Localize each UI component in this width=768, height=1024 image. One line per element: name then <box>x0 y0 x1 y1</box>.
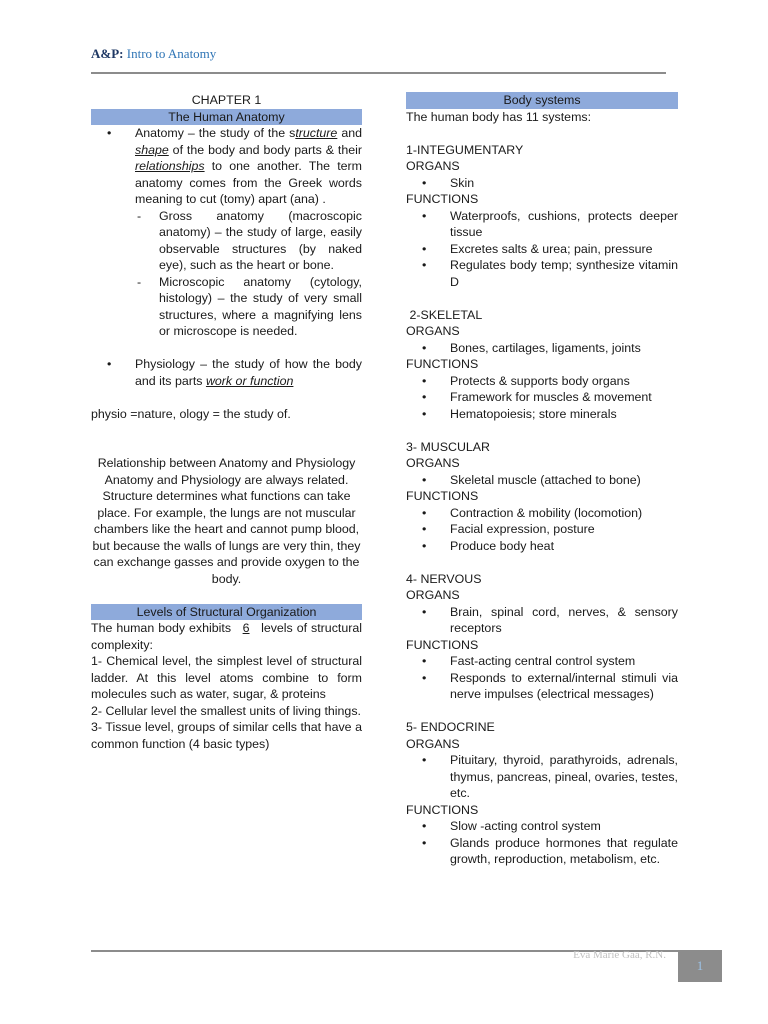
relationship-paragraph: Anatomy and Physiology are always related. Structure determines what functions can take place. For example, the lungs are not muscular chambers like the heart and cannot pump blood, but because the walls of lungs are very thin, they can exchange gasses and provide oxygen to the body. <box>92 472 361 586</box>
organs-label: ORGANS <box>406 736 460 751</box>
system-name: 5- ENDOCRINE <box>406 720 495 734</box>
function-item: • Contraction & mobility (locomotion) <box>450 505 678 522</box>
anatomy-text-2: of the body and body parts & their <box>168 142 362 157</box>
levels-intro <box>91 620 362 653</box>
level-item: 1- Chemical level, the simplest level of structural ladder. At this level atoms combine to form molecules such as water, sugar, & proteins <box>91 654 362 701</box>
function-item: • Facial expression, posture <box>450 521 678 538</box>
organ-item: • Bones, cartilages, ligaments, joints <box>450 340 678 357</box>
functions-list <box>406 208 678 291</box>
system-block <box>406 125 678 290</box>
functions-label: FUNCTIONS <box>406 192 479 206</box>
functions-label: FUNCTIONS <box>406 357 479 371</box>
functions-label: FUNCTIONS <box>406 489 479 503</box>
function-item: • Waterproofs, cushions, protects deeper tissue <box>450 208 678 241</box>
organs-list <box>406 752 678 802</box>
function-item: • Excretes salts & urea; pain, pressure <box>450 241 678 258</box>
functions-list <box>406 818 678 868</box>
page-number: 1 <box>678 950 722 982</box>
organ-item: • Skeletal muscle (attached to bone) <box>450 472 678 489</box>
system-name: 3- MUSCULAR <box>406 439 490 454</box>
organs-list <box>406 604 678 637</box>
anatomy-text-and: and <box>337 126 362 140</box>
system-name: 4- NERVOUS <box>406 571 482 586</box>
gross-anatomy-item: - Gross anatomy (macroscopic anatomy) – the study of large, easily observable structures (by naked eye), such as the heart or bone. <box>159 208 362 274</box>
organs-list <box>406 175 678 192</box>
functions-label: FUNCTIONS <box>406 802 479 817</box>
running-header <box>91 46 216 62</box>
function-item: • Slow -acting control system <box>450 818 678 835</box>
right-column <box>406 92 678 868</box>
organs-list <box>406 340 678 357</box>
relationships-term: relationships <box>135 159 205 173</box>
footer-author: Eva Marie Gaa, R.N. <box>573 949 666 961</box>
anatomy-text-3: to one another. The term anatomy comes from the Greek words meaning to cut (tomy) apart (ana) . <box>135 159 362 206</box>
function-item: • Responds to external/internal stimuli via nerve impulses (electrical messages) <box>450 670 678 703</box>
level-item: 3- Tissue level, groups of similar cells that have a common function (4 basic types) <box>91 720 362 751</box>
organs-label: ORGANS <box>406 324 460 338</box>
physiology-list <box>91 356 362 389</box>
system-name: 2-SKELETAL <box>406 307 483 322</box>
physiology-definition <box>135 356 362 389</box>
levels-intro-text-a: The human body exhibits <box>91 621 232 635</box>
anatomy-definition <box>135 125 362 208</box>
physio-etymology: physio =nature, ology = the study of. <box>91 406 291 421</box>
function-item: • Fast-acting central control system <box>450 653 678 670</box>
system-block <box>406 554 678 703</box>
physiology-text: Physiology – the study of how the body and its parts <box>135 357 362 388</box>
functions-list <box>406 505 678 555</box>
anatomy-text-1: Anatomy – the study of the s <box>135 126 296 140</box>
work-or-function-term: work or function <box>205 373 294 388</box>
function-item: • Hematopoiesis; store minerals <box>450 406 678 423</box>
systems-list <box>406 125 678 868</box>
levels-heading: Levels of Structural Organization <box>91 604 362 621</box>
anatomy-subtypes <box>91 208 362 340</box>
chapter-number: CHAPTER 1 <box>191 93 262 107</box>
function-item: • Protects & supports body organs <box>450 373 678 390</box>
levels-count-blank: 6 <box>242 621 250 635</box>
organ-item: • Brain, spinal cord, nerves, & sensory receptors <box>450 604 678 637</box>
organs-list <box>406 472 678 489</box>
organ-item: • Skin <box>450 175 678 192</box>
header-course-title: Intro to Anatomy <box>126 46 217 61</box>
shape-term: shape <box>135 142 169 157</box>
function-item: • Regulates body temp; synthesize vitamin D <box>450 257 678 290</box>
system-block <box>406 422 678 554</box>
body-systems-intro: The human body has 11 systems: <box>406 109 592 124</box>
function-item: • Produce body heat <box>450 538 678 555</box>
microscopic-anatomy-item: - Microscopic anatomy (cytology, histology) – the study of very small structures, where a magnifying lens or microscope is needed. <box>159 274 362 340</box>
functions-label: FUNCTIONS <box>406 637 479 652</box>
organs-label: ORGANS <box>406 159 460 173</box>
body-systems-heading: Body systems <box>406 92 678 109</box>
level-item: 2- Cellular level the smallest units of living things. <box>91 703 361 718</box>
header-divider <box>91 72 666 74</box>
system-block <box>406 290 678 422</box>
function-item: • Glands produce hormones that regulate growth, reproduction, metabolism, etc. <box>450 835 678 868</box>
left-column <box>91 92 362 752</box>
system-block <box>406 703 678 868</box>
header-course-code: A&P: <box>91 46 124 61</box>
functions-list <box>406 653 678 703</box>
organ-item: • Pituitary, thyroid, parathyroids, adrenals, thymus, pancreas, pineal, ovaries, testes, etc. <box>450 752 678 802</box>
anatomy-list <box>91 125 362 208</box>
levels-intro-text-b: levels of structural complexity: <box>91 621 362 652</box>
organs-label: ORGANS <box>406 456 460 470</box>
functions-list <box>406 373 678 423</box>
system-name: 1-INTEGUMENTARY <box>406 142 524 157</box>
function-item: • Framework for muscles & movement <box>450 389 678 406</box>
chapter-title: The Human Anatomy <box>91 109 362 126</box>
structure-term: tructure <box>295 126 338 140</box>
organs-label: ORGANS <box>406 588 460 602</box>
relationship-heading: Relationship between Anatomy and Physiology <box>97 456 356 470</box>
